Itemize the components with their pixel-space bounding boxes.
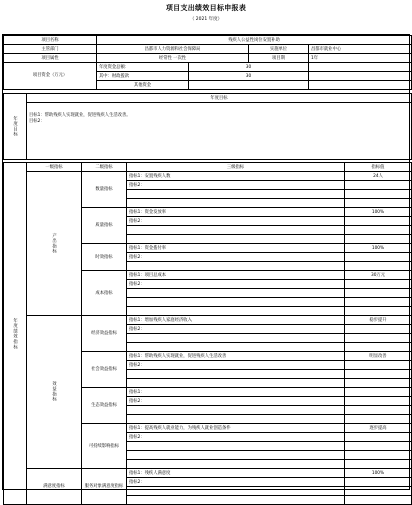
su1-value: 逐步提高 <box>345 424 412 433</box>
s-blank-2 <box>127 379 345 388</box>
e1-value: 稳步提升 <box>345 316 412 325</box>
qa-blank-1v <box>345 226 412 235</box>
economic-label: 经济效益指标 <box>82 316 127 352</box>
c2-value <box>345 280 412 289</box>
q2: 指标2： <box>127 181 345 190</box>
s-blank-1v <box>345 370 412 379</box>
qa1-value: 100% <box>345 208 412 217</box>
sv1-value: 100% <box>345 469 412 478</box>
goals-header: 年度目标 <box>27 94 412 103</box>
su1: 指标1：提高残疾人就业能力，为残疾人就业创造条件 <box>127 424 345 433</box>
g1-value <box>345 388 412 397</box>
project-name-label: 项目名称 <box>4 36 97 45</box>
t-blank <box>127 262 345 271</box>
c-blank-2v <box>345 298 412 307</box>
funds-fiscal-blank <box>309 72 412 81</box>
period-value: 1年 <box>309 54 412 63</box>
su-blank-3v <box>345 460 412 469</box>
q-blank-2v <box>345 199 412 208</box>
c2: 指标2： <box>127 280 345 289</box>
s-blank-2v <box>345 379 412 388</box>
qa2: 指标2： <box>127 217 345 226</box>
project-info-table <box>3 35 412 160</box>
impl-value: 昌都市就业中心 <box>309 45 412 54</box>
sv1: 指标1：残疾人满意度 <box>127 469 345 478</box>
c-blank-1v <box>345 289 412 298</box>
property-label: 项目属性 <box>4 54 97 63</box>
g-blank-1v <box>345 406 412 415</box>
sv-blank-2 <box>127 496 345 505</box>
s2: 指标2： <box>127 361 345 370</box>
funds-fiscal-label: 其中：财政拨款 <box>97 72 189 81</box>
qa1: 指标1：资金发放率 <box>127 208 345 217</box>
q2-value <box>345 181 412 190</box>
s-blank-1 <box>127 370 345 379</box>
period-label: 项目期 <box>249 54 309 63</box>
su-blank-1 <box>127 442 345 451</box>
e-blank-1v <box>345 334 412 343</box>
t1-value: 100% <box>345 244 412 253</box>
g-blank-1 <box>127 406 345 415</box>
indicator-table <box>3 162 412 505</box>
c-blank-3 <box>127 307 345 316</box>
c-blank-3v <box>345 307 412 316</box>
form-table <box>2 34 410 490</box>
col-level3: 三级指标 <box>127 163 345 172</box>
dept-label: 主管部门 <box>4 45 97 54</box>
funds-total-blank <box>309 63 412 72</box>
e-blank-2v <box>345 343 412 352</box>
goals-content <box>27 103 412 160</box>
g2-value <box>345 397 412 406</box>
q-blank-1 <box>127 190 345 199</box>
sv2: 指标2： <box>127 478 345 487</box>
funds-fiscal-value: 30 <box>189 72 309 81</box>
quantity-label: 数量指标 <box>82 172 127 208</box>
service-label: 服务对象满意度指标 <box>82 469 127 505</box>
s1: 指标1：帮助残疾人实现就业，促进残疾人生活改善 <box>127 352 345 361</box>
time-label: 时效指标 <box>82 244 127 271</box>
qa-blank-1 <box>127 226 345 235</box>
t2-value <box>345 253 412 262</box>
col-level1: 一级指标 <box>27 163 82 172</box>
g2: 指标2： <box>127 397 345 406</box>
col-value: 指标值 <box>345 163 412 172</box>
impl-label: 实施单位 <box>249 45 309 54</box>
e1: 指标1：增加残疾人家庭经济收入 <box>127 316 345 325</box>
e-blank-2 <box>127 343 345 352</box>
su-blank-3 <box>127 460 345 469</box>
output-indicator-label: 产出指标 <box>27 172 82 316</box>
goal-line-1: 目标1：帮助残疾人实现就业，促进残疾人生活改善。 <box>29 113 131 118</box>
cost-label: 成本指标 <box>82 271 127 316</box>
social-label: 社会效益指标 <box>82 352 127 388</box>
t-blank-v <box>345 262 412 271</box>
g1: 指标1： <box>127 388 345 397</box>
ecological-label: 生态效益指标 <box>82 388 127 424</box>
funds-total-value: 30 <box>189 63 309 72</box>
effect-indicator-label: 效益指标 <box>27 316 82 469</box>
su2-value <box>345 433 412 442</box>
col-level2: 二级指标 <box>82 163 127 172</box>
su-blank-2 <box>127 451 345 460</box>
funds-total-label: 年度资金总额： <box>97 63 189 72</box>
q1-value: 24人 <box>345 172 412 181</box>
g-blank-2v <box>345 415 412 424</box>
sv2-value <box>345 478 412 487</box>
sv-blank-2v <box>345 496 412 505</box>
goals-section-label: 年度目标 <box>4 94 27 160</box>
t1: 指标1：资金拨付率 <box>127 244 345 253</box>
su-blank-1v <box>345 442 412 451</box>
c-blank-1 <box>127 289 345 298</box>
project-name-value: 残疾人公益性岗位安置补助 <box>97 36 412 45</box>
c1-value: 30万元 <box>345 271 412 280</box>
goal-line-2: 目标2： <box>29 119 45 124</box>
s1-value: 明显改善 <box>345 352 412 361</box>
funds-other-blank <box>309 81 412 90</box>
q1: 指标1：安置残疾人数 <box>127 172 345 181</box>
sv-blank-1 <box>127 487 345 496</box>
funds-other-value <box>189 81 309 90</box>
q-blank-2 <box>127 199 345 208</box>
t2: 指标2： <box>127 253 345 262</box>
sustainable-label: 可持续影响指标 <box>82 424 127 469</box>
e-blank-1 <box>127 334 345 343</box>
su-blank-2v <box>345 451 412 460</box>
page-title: 项目支出绩效目标申报表 <box>165 4 247 12</box>
s2-value <box>345 361 412 370</box>
c-blank-2 <box>127 298 345 307</box>
qa-blank-2v <box>345 235 412 244</box>
satisfaction-indicator-label: 满意度指标 <box>27 469 82 505</box>
funds-label: 项目资金（万元） <box>4 63 97 90</box>
page-subtitle: （ 2021 年度） <box>189 17 223 22</box>
indicators-section-label: 年度绩效指标 <box>4 163 27 505</box>
qa-blank-2 <box>127 235 345 244</box>
property-value: 经常性 一次性 <box>97 54 249 63</box>
c1: 指标1：项目总成本 <box>127 271 345 280</box>
qa2-value <box>345 217 412 226</box>
e2: 指标2： <box>127 325 345 334</box>
su2: 指标2： <box>127 433 345 442</box>
dept-value: 昌都市人力资源和社会保障局 <box>97 45 249 54</box>
quality-label: 质量指标 <box>82 208 127 244</box>
sv-blank-1v <box>345 487 412 496</box>
g-blank-2 <box>127 415 345 424</box>
q-blank-1v <box>345 190 412 199</box>
e2-value <box>345 325 412 334</box>
funds-other-label: 其他资金 <box>97 81 189 90</box>
